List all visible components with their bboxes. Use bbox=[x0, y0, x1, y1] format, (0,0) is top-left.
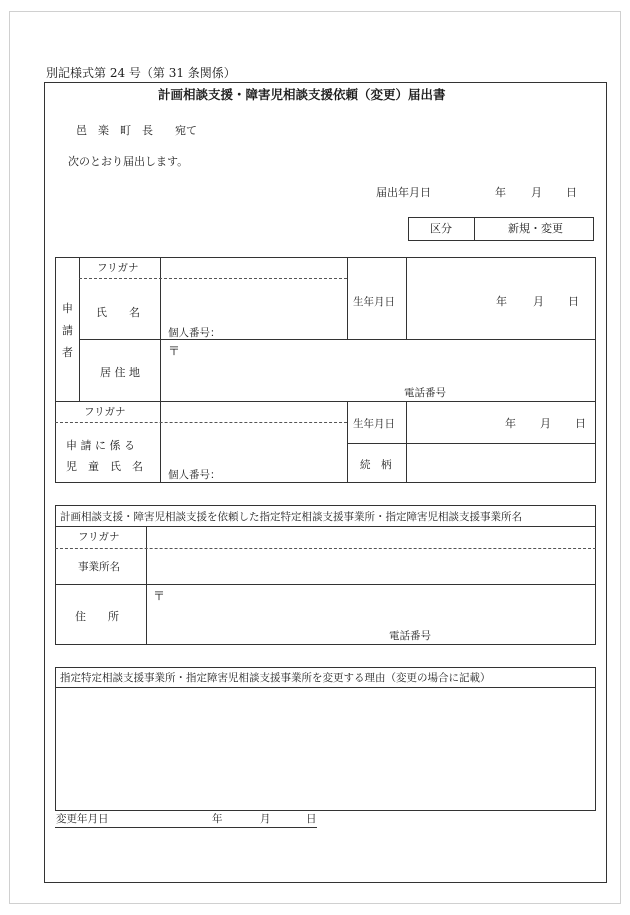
applicant-address-line bbox=[79, 339, 596, 340]
applicant-section-char-2: 請 bbox=[62, 324, 73, 337]
child-furigana-line bbox=[55, 422, 347, 423]
applicant-personal-number-label: 個人番号： bbox=[168, 327, 221, 339]
change-date-month: 月 bbox=[260, 813, 271, 825]
child-birth-year: 年 bbox=[505, 417, 516, 430]
child-relation-line bbox=[347, 443, 596, 444]
birth-value-divider bbox=[406, 257, 407, 339]
child-relation-label: 続 柄 bbox=[360, 459, 392, 471]
form-title: 計画相談支援・障害児相談支援依頼（変更）届出書 bbox=[158, 87, 446, 102]
category-value[interactable]: 新規・変更 bbox=[508, 222, 563, 235]
child-birth-month: 月 bbox=[540, 417, 551, 430]
applicant-birth-year: 年 bbox=[496, 295, 507, 308]
child-personal-number-label: 個人番号： bbox=[168, 469, 221, 481]
change-date-year: 年 bbox=[212, 813, 223, 825]
applicant-section-char-1: 申 bbox=[62, 302, 73, 315]
applicant-name-label: 氏 名 bbox=[96, 306, 140, 319]
label-column-divider bbox=[160, 257, 161, 483]
office-postal-mark: 〒 bbox=[153, 589, 166, 603]
office-furigana-line bbox=[55, 548, 596, 549]
birth-column-divider bbox=[347, 257, 348, 339]
office-phone-label: 電話番号 bbox=[389, 630, 431, 642]
office-address-label: 住 所 bbox=[75, 610, 119, 623]
office-name-label: 事業所名 bbox=[78, 561, 120, 573]
office-label-divider bbox=[146, 526, 147, 645]
reason-box[interactable] bbox=[55, 667, 596, 811]
applicant-phone-label: 電話番号 bbox=[404, 387, 446, 399]
child-birth-value-divider bbox=[406, 401, 407, 483]
applicant-furigana-label: フリガナ bbox=[97, 262, 139, 274]
category-divider bbox=[474, 217, 475, 241]
category-label: 区分 bbox=[430, 222, 452, 235]
child-birth-divider bbox=[347, 401, 348, 483]
change-date-day: 日 bbox=[306, 813, 317, 825]
applicant-address-label: 居 住 地 bbox=[100, 366, 140, 379]
child-name-label-line1: 申 請 に 係 る bbox=[66, 439, 135, 452]
change-date-label: 変更年月日 bbox=[56, 813, 109, 825]
applicant-birth-label: 生年月日 bbox=[353, 296, 395, 308]
applicant-birth-day: 日 bbox=[568, 295, 579, 308]
child-birth-label: 生年月日 bbox=[353, 418, 395, 430]
child-birth-day: 日 bbox=[575, 417, 586, 430]
office-furigana-label: フリガナ bbox=[78, 531, 120, 543]
submission-year: 年 bbox=[495, 186, 506, 199]
applicant-section-char-3: 者 bbox=[62, 346, 73, 359]
submission-day: 日 bbox=[566, 186, 577, 199]
applicant-birth-month: 月 bbox=[533, 295, 544, 308]
office-heading-line bbox=[55, 526, 596, 527]
intro-text: 次のとおり届出します。 bbox=[68, 155, 189, 168]
child-furigana-label: フリガナ bbox=[84, 406, 126, 418]
reason-heading: 指定特定相談支援事業所・指定障害児相談支援事業所を変更する理由（変更の場合に記載） bbox=[60, 672, 491, 684]
office-heading: 計画相談支援・障害児相談支援を依頼した指定特定相談支援事業所・指定障害児相談支援事業所名 bbox=[60, 511, 522, 523]
submission-month: 月 bbox=[531, 186, 542, 199]
reason-heading-line bbox=[55, 687, 596, 688]
child-name-label-line2: 児 童 氏 名 bbox=[66, 460, 143, 473]
applicant-furigana-line bbox=[79, 278, 347, 279]
addressee: 邑 楽 町 長 宛て bbox=[76, 124, 197, 137]
form-number: 別記様式第 24 号（第 31 条関係） bbox=[46, 66, 236, 80]
applicant-postal-mark: 〒 bbox=[168, 344, 181, 358]
office-address-line bbox=[55, 584, 596, 585]
submission-date-label: 届出年月日 bbox=[376, 186, 431, 199]
change-date-underline bbox=[55, 827, 317, 828]
child-section-line bbox=[55, 401, 596, 402]
